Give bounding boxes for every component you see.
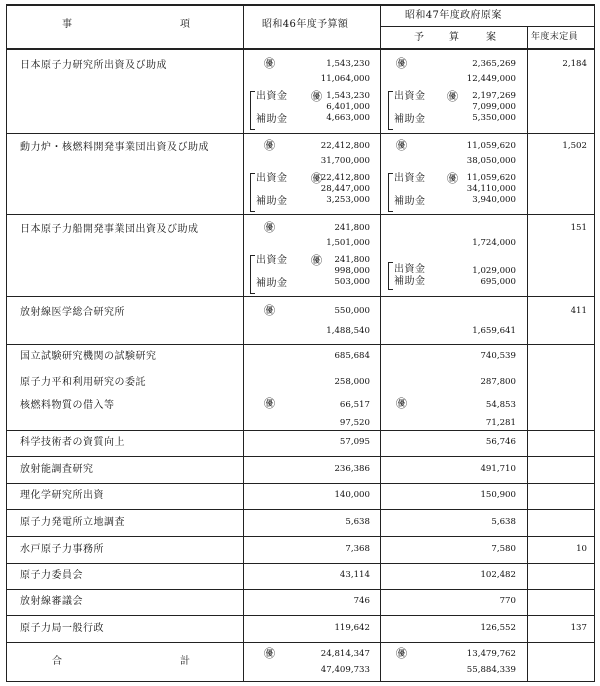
row-divider (6, 615, 594, 616)
saimu-mark: ㊝ (396, 57, 407, 70)
table-left-border (6, 4, 7, 682)
sub-label-hojokin: 補助金 (394, 196, 426, 207)
item-label: 原子力局一般行政 (20, 623, 104, 634)
s47-detail-value: 1,029,000 (472, 266, 516, 276)
s46-saimu-value: 1,543,230 (326, 59, 370, 69)
row-divider (6, 133, 594, 134)
staff-value: 2,184 (562, 59, 587, 69)
s46-detail-value: 6,401,000 (326, 102, 370, 112)
item-label: 国立試験研究機関の試験研究 (20, 351, 157, 362)
detail-bracket (388, 262, 393, 290)
row-divider (6, 344, 594, 345)
s46-detail-value: 1,543,230 (326, 91, 370, 101)
item-label: 放射能調査研究 (20, 464, 94, 475)
s46-grand-total: 47,409,733 (320, 665, 370, 675)
table-right-border (594, 4, 595, 682)
total-label-right: 計 (180, 656, 191, 667)
sub-label-shusshikin: 出資金 (256, 91, 288, 102)
item-label: 原子力委員会 (20, 570, 83, 581)
item-label: 核燃料物質の借入等 (20, 400, 115, 411)
sub-label-shusshikin: 出資金 (394, 173, 426, 184)
staff-value: 151 (570, 223, 587, 233)
header-yosan-1: 予 (414, 32, 425, 43)
s46-saimu-value: 550,000 (334, 306, 370, 316)
saimu-mark: ㊝ (264, 139, 275, 152)
s47-value: 150,900 (480, 490, 516, 500)
sub-label-hojokin: 補助金 (256, 196, 288, 207)
s46-total-value: 1,488,540 (326, 326, 370, 336)
saimu-mark: ㊝ (396, 139, 407, 152)
staff-value: 1,502 (562, 141, 587, 151)
s47-grand-total: 55,884,339 (466, 665, 516, 675)
detail-bracket (388, 173, 393, 212)
row-divider (6, 509, 594, 510)
s47-total-value: 1,724,000 (472, 238, 516, 248)
sub-label-shusshikin: 出資金 (394, 264, 426, 275)
s47-detail-value: 695,000 (480, 277, 516, 287)
item-label: 水戸原子力事務所 (20, 544, 104, 555)
table-bottom-border (6, 681, 594, 682)
s47-total-saimu: 13,479,762 (466, 649, 516, 659)
total-label-left: 合 (52, 656, 63, 667)
detail-bracket (250, 91, 255, 130)
s46-total-saimu: 24,814,347 (320, 649, 370, 659)
row-divider (6, 536, 594, 537)
s46-detail-value: 3,253,000 (326, 195, 370, 205)
s46-detail-value: 28,447,000 (320, 184, 370, 194)
saimu-mark: ㊝ (396, 397, 407, 410)
s47-detail-value: 7,099,000 (472, 102, 516, 112)
s47-detail-value: 3,940,000 (472, 195, 516, 205)
item-label: 科学技術者の資質向上 (20, 437, 125, 448)
detail-bracket (250, 173, 255, 212)
saimu-mark: ㊝ (264, 221, 275, 234)
s46-value: 236,386 (334, 464, 370, 474)
s46-total-value: 97,520 (339, 418, 370, 428)
col-divider (380, 4, 381, 682)
staff-value: 10 (576, 544, 587, 554)
item-label: 原子力平和利用研究の委託 (20, 377, 146, 388)
sub-label-hojokin: 補助金 (394, 114, 426, 125)
s46-value: 5,638 (345, 517, 370, 527)
item-label: 日本原子力研究所出資及び助成 (20, 60, 167, 71)
item-label: 動力炉・核燃料開発事業団出資及び助成 (20, 142, 209, 153)
row-divider (6, 642, 594, 643)
item-label: 放射線審議会 (20, 596, 83, 607)
s46-total-value: 1,501,000 (326, 238, 370, 248)
header-bottom-border (6, 48, 594, 50)
s46-detail-value: 503,000 (334, 277, 370, 287)
s46-value: 119,642 (334, 623, 370, 633)
s47-total-value: 1,659,641 (472, 326, 516, 336)
header-item-right: 項 (180, 19, 191, 30)
item-label: 原子力発電所立地調査 (20, 517, 125, 528)
row-divider (6, 456, 594, 457)
sub-label-shusshikin: 出資金 (394, 91, 426, 102)
row-divider (6, 430, 594, 431)
saimu-mark: ㊝ (264, 647, 275, 660)
saimu-mark: ㊝ (264, 397, 275, 410)
col-divider (243, 4, 244, 682)
s47-value: 126,552 (480, 623, 516, 633)
s46-detail-value: 241,800 (334, 255, 370, 265)
s46-total-value: 31,700,000 (320, 156, 370, 166)
saimu-mark: ㊝ (264, 304, 275, 317)
sub-label-hojokin: 補助金 (256, 114, 288, 125)
s47-detail-value: 2,197,269 (472, 91, 516, 101)
sub-label-shusshikin: 出資金 (256, 255, 288, 266)
sub-label-hojokin: 補助金 (256, 278, 288, 289)
s47-total-value: 71,281 (485, 418, 516, 428)
sub-label-shusshikin: 出資金 (256, 173, 288, 184)
item-label: 理化学研究所出資 (20, 490, 104, 501)
s47-detail-value: 11,059,620 (466, 173, 516, 183)
s46-value: 746 (353, 596, 370, 606)
s46-detail-value: 998,000 (334, 266, 370, 276)
s47-value: 7,580 (491, 544, 516, 554)
header-s46: 昭和46年度予算額 (262, 19, 349, 30)
saimu-mark: ㊝ (447, 172, 458, 185)
sub-label-hojokin: 補助金 (394, 276, 426, 287)
header-yosan-2: 算 (449, 32, 460, 43)
saimu-mark: ㊝ (311, 172, 322, 185)
detail-bracket (388, 91, 393, 130)
s46-saimu-value: 241,800 (334, 223, 370, 233)
s47-value: 491,710 (480, 464, 516, 474)
item-label: 放射線医学総合研究所 (20, 307, 125, 318)
saimu-mark: ㊝ (311, 90, 322, 103)
table-top-border (6, 4, 594, 6)
s46-value: 140,000 (334, 490, 370, 500)
header-nendomatsu: 年度末定員 (531, 32, 579, 42)
s46-value: 43,114 (339, 570, 370, 580)
s47-value: 770 (499, 596, 516, 606)
staff-value: 411 (570, 306, 587, 316)
s47-total-value: 38,050,000 (466, 156, 516, 166)
item-label: 日本原子力船開発事業団出資及び助成 (20, 224, 199, 235)
s47-saimu-value: 11,059,620 (466, 141, 516, 151)
saimu-mark: ㊝ (311, 254, 322, 267)
row-divider (6, 483, 594, 484)
saimu-mark: ㊝ (396, 647, 407, 660)
s46-line-value: 258,000 (334, 377, 370, 387)
header-s47: 昭和47年度政府原案 (405, 10, 502, 21)
detail-bracket (250, 255, 255, 294)
s46-detail-value: 4,663,000 (326, 113, 370, 123)
s47-line-value: 740,539 (480, 351, 516, 361)
row-divider (6, 214, 594, 215)
s47-detail-value: 5,350,000 (472, 113, 516, 123)
s47-detail-value: 34,110,000 (466, 184, 516, 194)
s46-detail-value: 22,412,800 (320, 173, 370, 183)
saimu-mark: ㊝ (264, 57, 275, 70)
col-divider (527, 26, 528, 682)
s46-value: 7,368 (345, 544, 370, 554)
row-divider (6, 296, 594, 297)
header-item-left: 事 (62, 19, 73, 30)
header-subline (380, 26, 594, 27)
saimu-mark: ㊝ (447, 90, 458, 103)
s47-value: 56,746 (485, 437, 516, 447)
s47-saimu-value: 2,365,269 (472, 59, 516, 69)
s46-line-value: 685,684 (334, 351, 370, 361)
s46-saimu-value: 22,412,800 (320, 141, 370, 151)
s47-total-value: 12,449,000 (466, 74, 516, 84)
s47-line-value: 54,853 (485, 400, 516, 410)
s47-line-value: 287,800 (480, 377, 516, 387)
header-yosan-3: 案 (486, 32, 497, 43)
s47-value: 5,638 (491, 517, 516, 527)
s47-value: 102,482 (480, 570, 516, 580)
row-divider (6, 563, 594, 564)
staff-value: 137 (570, 623, 587, 633)
s46-value: 57,095 (339, 437, 370, 447)
s46-total-value: 11,064,000 (320, 74, 370, 84)
row-divider (6, 589, 594, 590)
s46-line-value: 66,517 (339, 400, 370, 410)
